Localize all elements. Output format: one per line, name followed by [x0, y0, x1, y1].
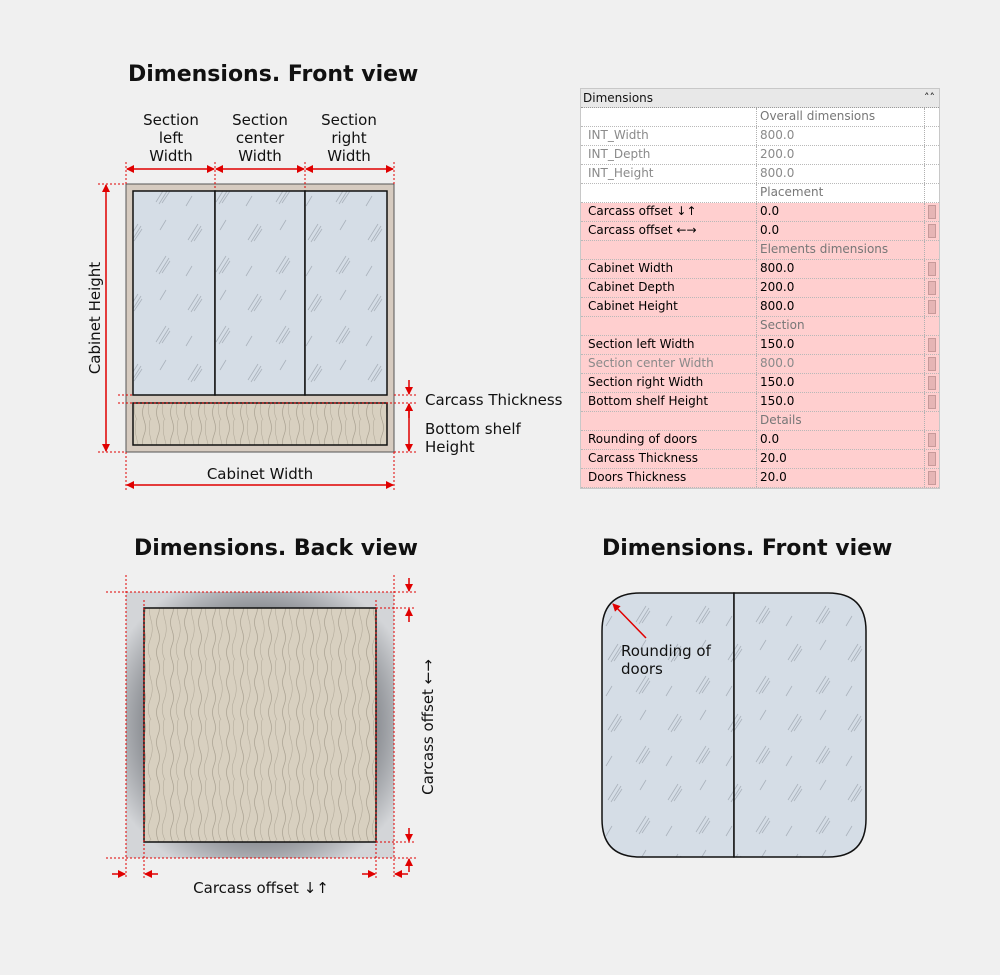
front-view-title: Dimensions. Front view	[128, 62, 419, 87]
section-center-width-label: Section center Width	[232, 111, 288, 165]
property-extra-cell	[925, 260, 939, 278]
property-extra-cell	[925, 450, 939, 468]
property-extra-cell	[925, 184, 939, 202]
property-extra-cell	[925, 298, 939, 316]
back-panel	[144, 608, 376, 842]
section-right-width-label: Section right Width	[321, 111, 377, 165]
property-value[interactable]: 200.0	[757, 146, 925, 164]
property-name: Doors Thickness	[581, 469, 757, 487]
property-group-label: Placement	[757, 184, 925, 202]
properties-panel	[580, 88, 940, 489]
row-scroll-handle[interactable]	[928, 376, 936, 390]
property-row[interactable]	[581, 431, 939, 450]
property-name: Section right Width	[581, 374, 757, 392]
property-name: INT_Height	[581, 165, 757, 183]
property-name: Bottom shelf Height	[581, 393, 757, 411]
property-extra-cell	[925, 317, 939, 335]
row-scroll-handle[interactable]	[928, 395, 936, 409]
property-extra-cell	[925, 355, 939, 373]
property-row[interactable]	[581, 374, 939, 393]
property-value[interactable]: 800.0	[757, 165, 925, 183]
carcass-thickness-label: Carcass Thickness	[425, 391, 563, 409]
row-scroll-handle[interactable]	[928, 452, 936, 466]
back-cabinet	[126, 592, 394, 858]
row-scroll-handle[interactable]	[928, 224, 936, 238]
property-extra-cell	[925, 108, 939, 126]
cabinet-width-label: Cabinet Width	[206, 465, 314, 483]
property-group-row	[581, 108, 939, 127]
row-scroll-handle[interactable]	[928, 262, 936, 276]
property-extra-cell	[925, 165, 939, 183]
cabinet-height-label: Cabinet Height	[86, 261, 104, 375]
property-name: Cabinet Height	[581, 298, 757, 316]
carcass-offset-horizontal-label: Carcass offset ←→	[419, 659, 437, 795]
property-name: Rounding of doors	[581, 431, 757, 449]
property-group-row	[581, 241, 939, 260]
property-extra-cell	[925, 374, 939, 392]
property-value[interactable]: 150.0	[757, 336, 925, 354]
doors-front-view-title: Dimensions. Front view	[602, 536, 893, 561]
property-name	[581, 241, 757, 259]
property-name: Cabinet Width	[581, 260, 757, 278]
property-row[interactable]	[581, 165, 939, 184]
property-extra-cell	[925, 336, 939, 354]
properties-rows	[581, 108, 939, 488]
property-value[interactable]: 20.0	[757, 469, 925, 487]
row-scroll-handle[interactable]	[928, 357, 936, 371]
property-name: Section center Width	[581, 355, 757, 373]
property-name	[581, 317, 757, 335]
rounding-of-doors-label: Rounding of doors	[621, 642, 711, 678]
property-row[interactable]	[581, 279, 939, 298]
property-extra-cell	[925, 146, 939, 164]
row-scroll-handle[interactable]	[928, 433, 936, 447]
property-row[interactable]	[581, 469, 939, 488]
section-left-width-label: Section left Width	[143, 111, 199, 165]
properties-header[interactable]	[581, 89, 939, 108]
property-name	[581, 108, 757, 126]
property-group-label: Overall dimensions	[757, 108, 925, 126]
property-extra-cell	[925, 279, 939, 297]
property-extra-cell	[925, 469, 939, 487]
property-extra-cell	[925, 393, 939, 411]
chevron-up-double-icon[interactable]: ˄˄	[924, 91, 935, 104]
property-group-row	[581, 184, 939, 203]
property-group-row	[581, 412, 939, 431]
property-group-label: Details	[757, 412, 925, 430]
rounded-doors	[602, 593, 866, 857]
property-value[interactable]: 0.0	[757, 203, 925, 221]
row-scroll-handle[interactable]	[928, 205, 936, 219]
property-row[interactable]	[581, 393, 939, 412]
row-scroll-handle[interactable]	[928, 471, 936, 485]
property-extra-cell	[925, 203, 939, 221]
property-row[interactable]	[581, 450, 939, 469]
property-row[interactable]	[581, 355, 939, 374]
door-right	[305, 191, 387, 395]
property-value[interactable]: 150.0	[757, 393, 925, 411]
property-extra-cell	[925, 431, 939, 449]
property-group-row	[581, 317, 939, 336]
front-cabinet	[126, 184, 394, 452]
property-row[interactable]	[581, 336, 939, 355]
properties-header-label: Dimensions	[583, 91, 654, 105]
door-left	[133, 191, 215, 395]
property-row[interactable]	[581, 203, 939, 222]
property-row[interactable]	[581, 260, 939, 279]
row-scroll-handle[interactable]	[928, 281, 936, 295]
property-value[interactable]: 800.0	[757, 298, 925, 316]
property-name: Cabinet Depth	[581, 279, 757, 297]
property-group-label: Section	[757, 317, 925, 335]
row-scroll-handle[interactable]	[928, 338, 936, 352]
property-value[interactable]: 0.0	[757, 222, 925, 240]
row-scroll-handle[interactable]	[928, 300, 936, 314]
property-name: Carcass Thickness	[581, 450, 757, 468]
door-center	[215, 191, 305, 395]
property-value[interactable]: 800.0	[757, 355, 925, 373]
property-group-label: Elements dimensions	[757, 241, 925, 259]
property-value[interactable]: 800.0	[757, 260, 925, 278]
bottom-shelf-height-label: Bottom shelf Height	[425, 420, 521, 456]
property-name	[581, 412, 757, 430]
property-extra-cell	[925, 127, 939, 145]
property-row[interactable]	[581, 298, 939, 317]
property-name: Carcass offset ↓↑	[581, 203, 757, 221]
property-name: Carcass offset ←→	[581, 222, 757, 240]
property-row[interactable]	[581, 146, 939, 165]
property-name: Section left Width	[581, 336, 757, 354]
property-row[interactable]	[581, 222, 939, 241]
property-name: INT_Width	[581, 127, 757, 145]
property-row[interactable]	[581, 127, 939, 146]
property-value[interactable]: 20.0	[757, 450, 925, 468]
property-extra-cell	[925, 412, 939, 430]
rounded-door-right	[734, 593, 866, 857]
property-value[interactable]: 800.0	[757, 127, 925, 145]
property-extra-cell	[925, 222, 939, 240]
property-name	[581, 184, 757, 202]
property-value[interactable]: 200.0	[757, 279, 925, 297]
back-view-title: Dimensions. Back view	[134, 536, 418, 561]
rounded-door-left	[602, 593, 734, 857]
property-name: INT_Depth	[581, 146, 757, 164]
property-extra-cell	[925, 241, 939, 259]
property-value[interactable]: 150.0	[757, 374, 925, 392]
bottom-shelf	[133, 403, 387, 445]
property-value[interactable]: 0.0	[757, 431, 925, 449]
carcass-offset-vertical-label: Carcass offset ↓↑	[193, 879, 329, 897]
